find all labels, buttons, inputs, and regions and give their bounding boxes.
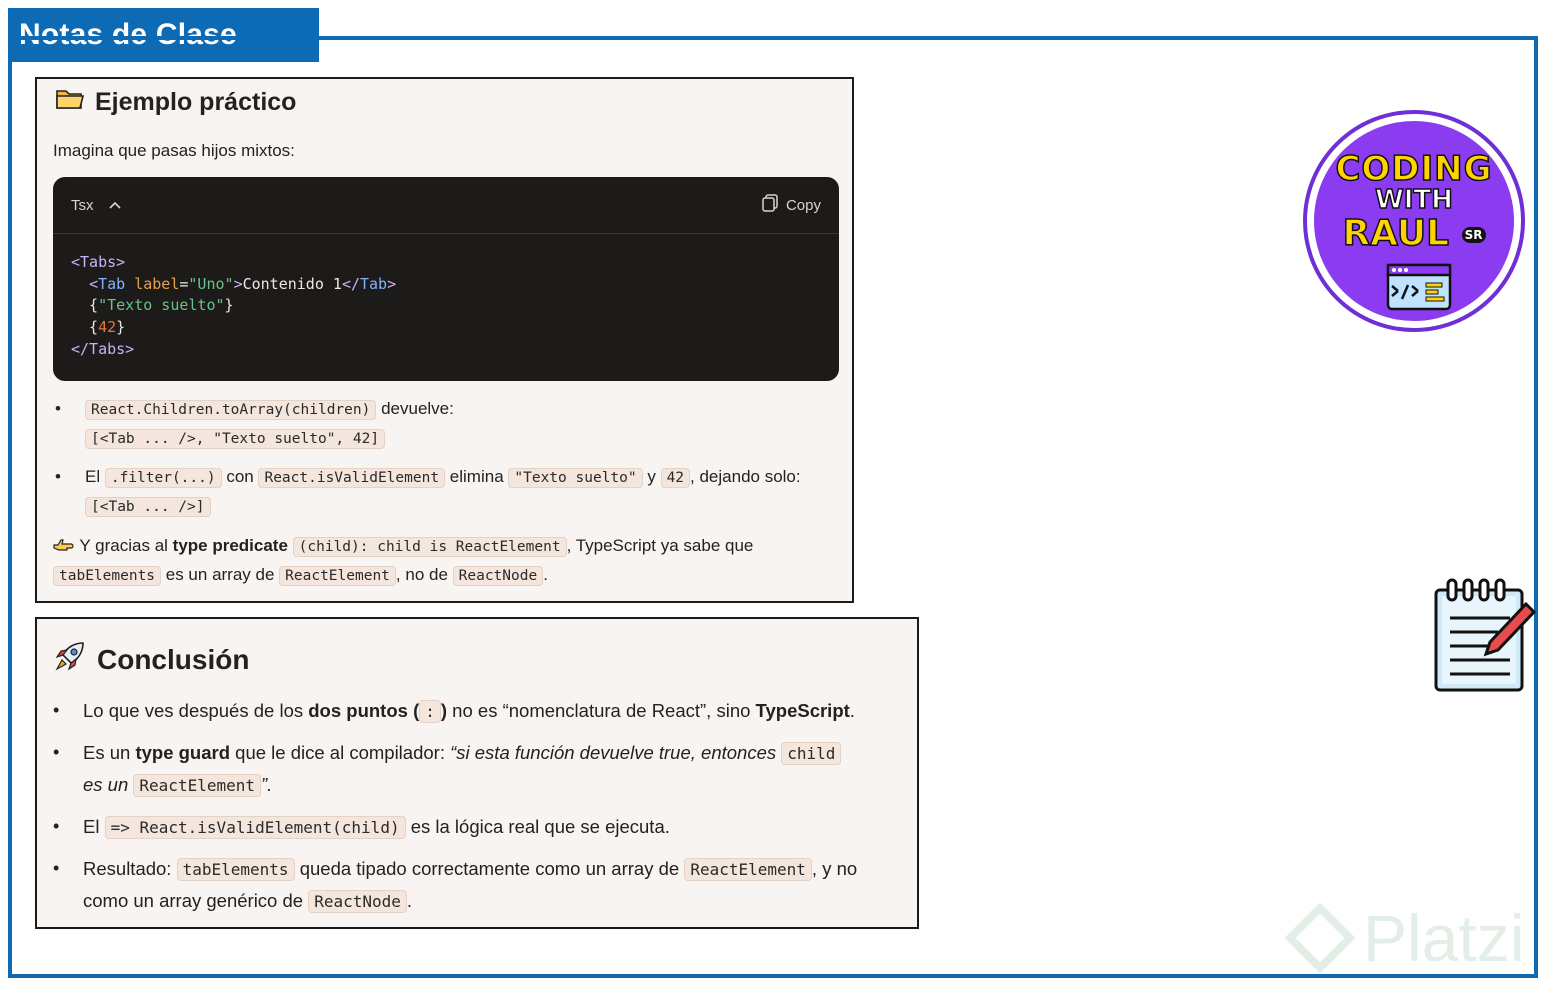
logo-line3: [1314, 213, 1514, 254]
text: y: [642, 467, 661, 486]
conclusion-heading: [53, 639, 249, 680]
logo-line3-text: RAUL: [1342, 213, 1450, 254]
inline-code: React.Children.toArray(children): [85, 400, 376, 420]
list-item: [53, 737, 913, 801]
example-heading: [55, 87, 296, 118]
type-predicate-note: [53, 532, 833, 590]
text: El: [83, 816, 105, 837]
text: es un array de: [161, 565, 280, 584]
inline-code: ReactElement: [133, 774, 261, 797]
logo-line1: CODING: [1335, 149, 1493, 189]
inline-code: ReactElement: [684, 858, 812, 881]
text: queda tipado correctamente como un array de: [294, 858, 685, 879]
text: elimina: [445, 467, 509, 486]
inline-code: [<Tab ... />]: [85, 497, 211, 517]
example-intro: Imagina que pasas hijos mixtos:: [53, 141, 295, 160]
copy-label: Copy: [785, 196, 821, 214]
text: devuelve:: [376, 399, 454, 418]
text: , no de: [395, 565, 453, 584]
list-item: [55, 395, 835, 453]
inline-code: ReactElement: [279, 566, 396, 586]
example-card: [35, 77, 854, 603]
inline-code: child: [781, 742, 841, 765]
example-bullets: [55, 395, 835, 531]
logo-line2: WITH: [1375, 185, 1453, 215]
example-heading-text: Ejemplo práctico: [95, 88, 297, 116]
list-item: [53, 811, 913, 843]
inline-code: 42: [661, 468, 690, 488]
chevron-up-icon[interactable]: [108, 197, 122, 214]
copy-icon: [762, 194, 778, 216]
text: es la lógica real que se ejecuta.: [405, 816, 670, 837]
code-window-icon: [1386, 263, 1452, 311]
code-content: <Tabs> <Tab label="Uno">Contenido 1</Tab> {"Texto suelto"} {42} </Tabs>: [71, 253, 397, 358]
page-title: Notas de Clase: [8, 8, 319, 62]
text: , TypeScript ya sabe que: [566, 536, 754, 555]
list-item: [53, 695, 913, 727]
list-item: [53, 853, 913, 917]
bold-text: TypeScript: [755, 700, 850, 721]
logo-mark: SR: [1462, 227, 1486, 243]
coding-with-raul-logo: [1303, 110, 1525, 332]
platzi-watermark: [1285, 898, 1545, 978]
code-block-header: [53, 177, 839, 234]
italic-text: ”.: [261, 774, 273, 795]
code-language: Tsx: [71, 196, 94, 214]
inline-code: ReactNode: [453, 566, 544, 586]
notepad-icon: [1428, 576, 1538, 696]
text: , dejando solo:: [690, 467, 801, 486]
platzi-logo-icon: [1285, 903, 1355, 973]
text: Resultado:: [83, 858, 177, 879]
conclusion-bullets: [53, 695, 913, 927]
text: como un array genérico de: [83, 890, 309, 911]
pointing-hand-icon: [53, 536, 79, 555]
text: , y no: [811, 858, 858, 879]
folder-icon: [55, 87, 85, 118]
copy-button[interactable]: [762, 194, 821, 216]
bold-text: dos puntos (: [308, 700, 420, 721]
bold-text: type guard: [135, 742, 231, 763]
conclusion-heading-text: Conclusión: [97, 643, 250, 675]
list-item: [55, 463, 835, 521]
inline-code: "Texto suelto": [508, 468, 642, 488]
text: .: [849, 700, 855, 721]
bold-text: ): [440, 700, 448, 721]
inline-code: => React.isValidElement(child): [105, 816, 406, 839]
inline-code: (child): child is ReactElement: [293, 537, 567, 557]
conclusion-card: [35, 617, 919, 929]
text: .: [543, 565, 548, 584]
text: Es un: [83, 742, 136, 763]
text: que le dice al compilador:: [230, 742, 451, 763]
italic-text: es un: [83, 774, 134, 795]
logo-inner: [1314, 121, 1514, 321]
text: .: [406, 890, 413, 911]
rocket-icon: [53, 639, 87, 680]
bold-text: type predicate: [172, 536, 288, 555]
text: no es “nomenclatura de React”, sino: [447, 700, 756, 721]
inline-code: [<Tab ... />, "Texto suelto", 42]: [85, 429, 385, 449]
text: Y gracias al: [79, 536, 173, 555]
inline-code: ReactNode: [308, 890, 407, 913]
code-block: [53, 177, 839, 381]
inline-code: tabElements: [177, 858, 295, 881]
inline-code: .filter(...): [105, 468, 222, 488]
inline-code: React.isValidElement: [258, 468, 445, 488]
text: con: [221, 467, 259, 486]
text: Lo que ves después de los: [83, 700, 309, 721]
inline-code: tabElements: [53, 566, 161, 586]
inline-code: :: [419, 700, 441, 723]
text: El: [85, 467, 105, 486]
italic-text: “si esta función devuelve true, entonces: [450, 742, 782, 763]
platzi-wordmark: Platzi: [1363, 901, 1525, 975]
